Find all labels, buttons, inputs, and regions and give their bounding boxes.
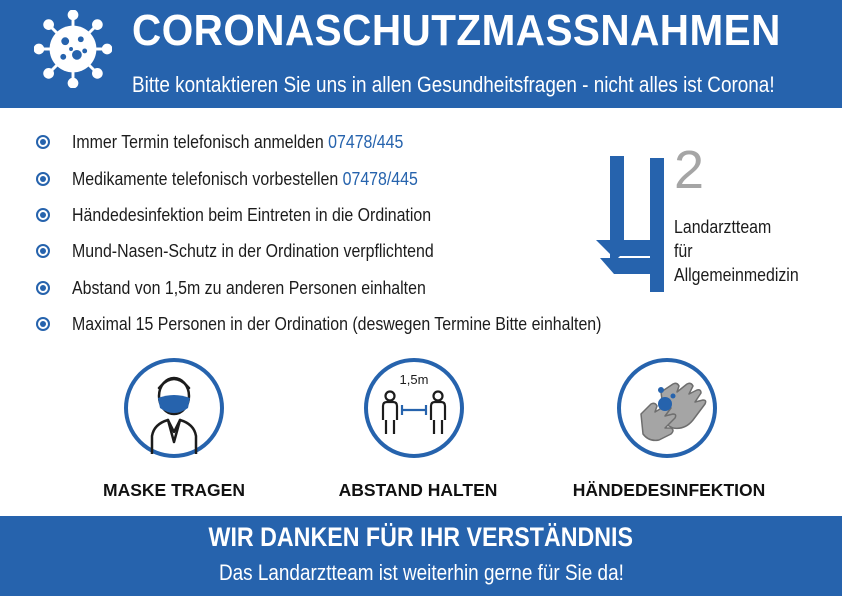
distance-circle xyxy=(364,358,464,458)
page-subtitle: Bitte kontaktieren Sie uns in allen Gesundheitsfragen - nicht alles ist Corona! xyxy=(132,72,775,97)
hands-label: HÄNDEDESINFEKTION xyxy=(572,480,766,500)
logo-line-3: Allgemeinmedizin xyxy=(674,264,799,285)
logo-superscript: 2 xyxy=(674,140,705,200)
distance-label-caption: ABSTAND HALTEN xyxy=(338,480,498,500)
bullet-icon xyxy=(36,317,50,331)
hand-disinfection-icon xyxy=(621,362,713,454)
phone-number[interactable]: 07478/445 xyxy=(342,167,418,189)
distance-icon xyxy=(368,362,460,454)
page-title: CORONASCHUTZMASSNAHMEN xyxy=(132,6,781,55)
bullet-icon xyxy=(36,135,50,149)
bullet-icon xyxy=(36,172,50,186)
measure-text: Abstand von 1,5m zu anderen Personen einhalten xyxy=(72,276,426,298)
measure-text: Immer Termin telefonisch anmelden xyxy=(72,131,329,153)
mask-circle xyxy=(124,358,224,458)
logo-line-1: Landarztteam xyxy=(674,216,772,237)
list-item xyxy=(36,306,688,342)
distance-label: 1,5m xyxy=(399,372,429,387)
measure-text: Mund-Nasen-Schutz in der Ordination verpflichtend xyxy=(72,240,434,262)
footer-subtitle: Das Landarztteam ist weiterhin gerne für Sie da! xyxy=(218,560,624,585)
measure-text: Medikamente telefonisch vorbestellen xyxy=(72,167,343,189)
measure-text: Maximal 15 Personen in der Ordination (deswegen Termine Bitte einhalten) xyxy=(72,313,602,335)
footer-title: WIR DANKEN FÜR IHR VERSTÄNDNIS xyxy=(208,522,634,552)
bullet-icon xyxy=(36,244,50,258)
hands-circle xyxy=(617,358,717,458)
mask-label: MASKE TRAGEN xyxy=(103,480,245,500)
bullet-icon xyxy=(36,208,50,222)
virus-icon xyxy=(34,10,112,88)
logo-line-2: für xyxy=(674,240,693,261)
bullet-icon xyxy=(36,281,50,295)
measure-text: Händedesinfektion beim Eintreten in die Ordination xyxy=(72,203,432,225)
phone-number[interactable]: 07478/445 xyxy=(328,131,404,153)
mask-person-icon xyxy=(128,362,220,454)
